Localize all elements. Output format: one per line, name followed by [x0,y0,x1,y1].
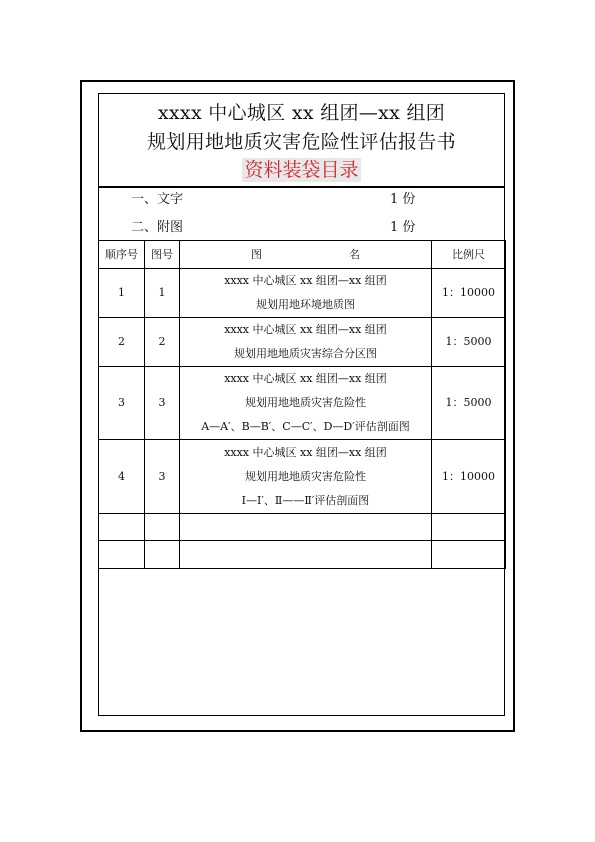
header-name-a: 图 [251,247,262,261]
table-header-row [99,241,506,269]
row-scale: 1：10000 [432,269,506,318]
title-line-2: 规划用地地质灾害危险性评估报告书 [147,131,456,153]
empty-cell [180,541,432,569]
row-name [180,367,432,440]
row-scale: 1：5000 [432,367,506,440]
row-name-line: xxxx 中心城区 xx 组团—xx 组团 [224,445,387,459]
row-name-line: 规划用地地质灾害危险性 [245,396,366,409]
header-scale: 比例尺 [432,241,506,269]
empty-cell [145,541,180,569]
row-name [180,440,432,514]
table-row [99,269,506,318]
item-text-count: 1 份 [390,192,416,207]
table-row-empty [99,514,506,541]
empty-cell [145,514,180,541]
item-text-label: 一、文字 [131,192,184,207]
row-scale: 1：10000 [432,440,506,514]
row-name-line: xxxx 中心城区 xx 组团—xx 组团 [224,323,387,336]
row-fig: 3 [145,440,180,514]
row-name-line: 规划用地地质灾害危险性 [245,469,366,483]
table-row [99,367,506,440]
catalog-table [98,240,506,569]
item-figures-count: 1 份 [390,220,416,235]
table-row-empty [99,541,506,569]
row-seq: 1 [99,269,145,318]
empty-cell [432,541,506,569]
title-line-3-wrap [98,158,505,182]
header-name-b: 名 [349,247,360,261]
empty-cell [432,514,506,541]
row-name [180,269,432,318]
row-name-line: xxxx 中心城区 xx 组团—xx 组团 [224,372,387,385]
row-scale: 1：5000 [432,318,506,367]
title-line-3-highlighted: 资料装袋目录 [244,159,359,181]
row-name-line: A—A′、B—B′、C—C′、D—D′评估剖面图 [201,420,410,433]
row-name-line: 规划用地地质灾害综合分区图 [234,347,377,360]
row-fig: 2 [145,318,180,367]
row-name-line: Ⅰ—Ⅰ′、Ⅱ——Ⅱ′评估剖面图 [241,493,370,507]
row-fig: 3 [145,367,180,440]
row-name-line: 规划用地环境地质图 [256,298,355,311]
header-seq: 顺序号 [99,241,145,269]
row-name-line: xxxx 中心城区 xx 组团—xx 组团 [224,274,387,287]
header-name [180,241,432,269]
header-fig: 图号 [145,241,180,269]
title-line-1: xxxx 中心城区 xx 组团—xx 组团 [157,102,446,124]
title-divider [98,186,505,188]
row-seq: 2 [99,318,145,367]
table-row [99,440,506,514]
row-seq: 3 [99,367,145,440]
row-name [180,318,432,367]
table-row [99,318,506,367]
empty-cell [99,541,145,569]
empty-cell [180,514,432,541]
empty-cell [99,514,145,541]
row-fig: 1 [145,269,180,318]
row-seq: 4 [99,440,145,514]
item-figures-label: 二、附图 [131,220,184,235]
